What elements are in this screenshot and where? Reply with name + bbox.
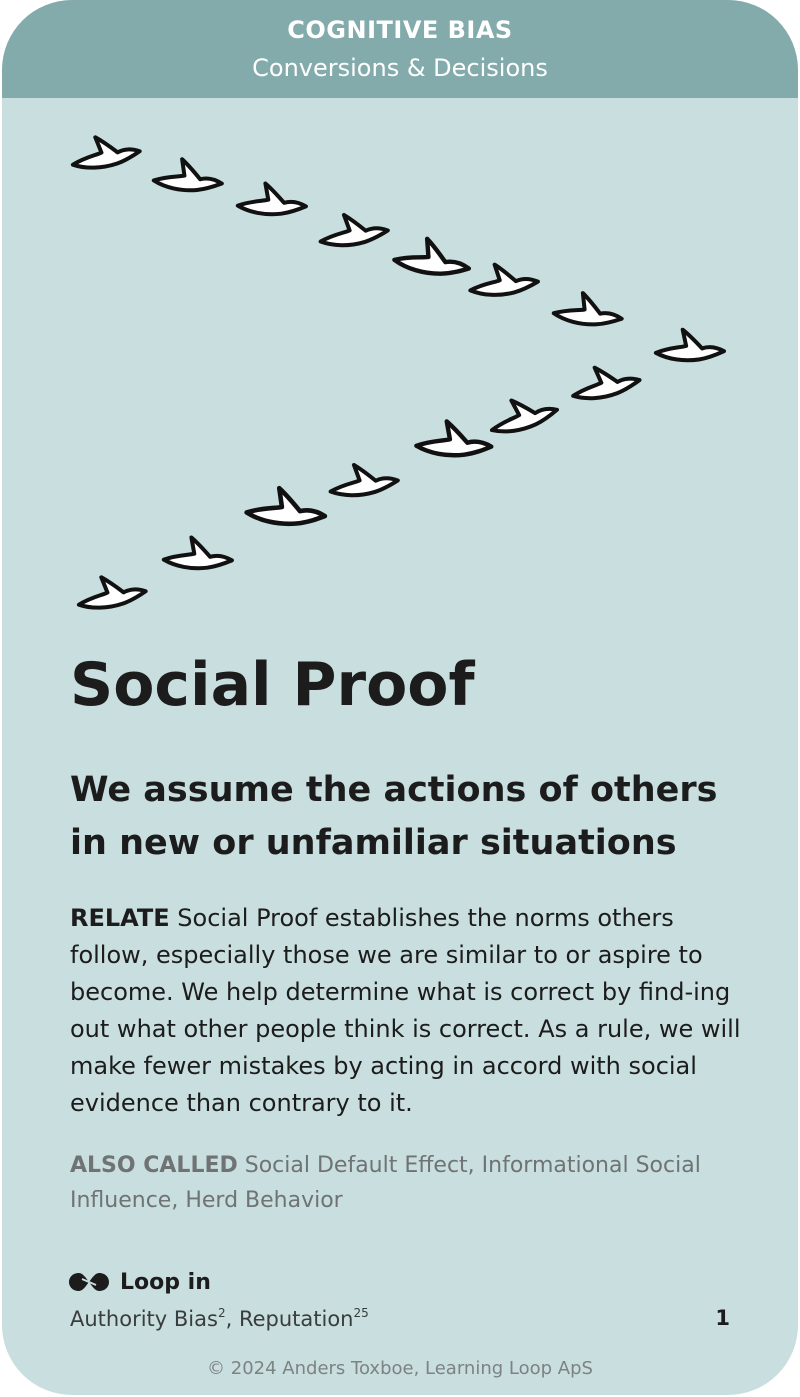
related-link[interactable]: Authority Bias$^2$: [70, 1306, 226, 1331]
also-called-label: ALSO CALLED: [70, 1153, 238, 1178]
bird-icon: [76, 571, 148, 611]
subcategory-label: Conversions & Decisions: [252, 54, 548, 82]
bird-icon: [318, 211, 389, 248]
bird-icon: [416, 419, 493, 458]
bird-icon: [70, 131, 142, 171]
relate-text: Social Proof establishes the norms others follow, especially those we are similar to or aspire to become. We help determine what is correct by find-ing out what other people think is correct. As a rule, we will make fewer mistakes by acting in accord with social evidence than contrary to it.: [70, 904, 741, 1117]
card-summary: We assume the actions of others in new or unfamiliar situations: [70, 770, 718, 863]
relate-label: RELATE: [70, 904, 170, 932]
bird-icon: [553, 289, 625, 329]
bird-icon: [328, 461, 399, 498]
bird-icon: [163, 536, 233, 571]
related-link[interactable]: Reputation$^{25}$: [238, 1306, 369, 1331]
card-header: [2, 0, 798, 98]
bird-icon: [393, 234, 472, 280]
card-title: Social Proof: [70, 650, 475, 720]
flock-illustration: [2, 100, 798, 640]
bird-icon: [486, 390, 559, 436]
card-number: 1: [715, 1306, 730, 1330]
relate-section: [70, 900, 750, 1122]
also-called-text: Social Default Effect, Informational Social Influence, Herd Behavior: [70, 1153, 701, 1213]
bird-icon: [656, 329, 725, 362]
bird-icon: [237, 182, 307, 217]
loop-in: [68, 1266, 211, 1298]
copyright: © 2024 Anders Toxboe, Learning Loop ApS: [207, 1358, 593, 1379]
loop-icon: [68, 1271, 110, 1293]
bird-icon: [569, 360, 641, 402]
bird-icon: [153, 157, 224, 194]
related-cards: Authority Bias$^2$, Reputation$^{25}$: [70, 1306, 369, 1331]
category-label: COGNITIVE BIAS: [287, 16, 513, 44]
also-called-section: [70, 1148, 750, 1218]
bird-icon: [469, 262, 539, 297]
bird-icon: [246, 485, 327, 528]
bias-card: [2, 0, 798, 1395]
loop-label: Loop in: [120, 1269, 211, 1295]
